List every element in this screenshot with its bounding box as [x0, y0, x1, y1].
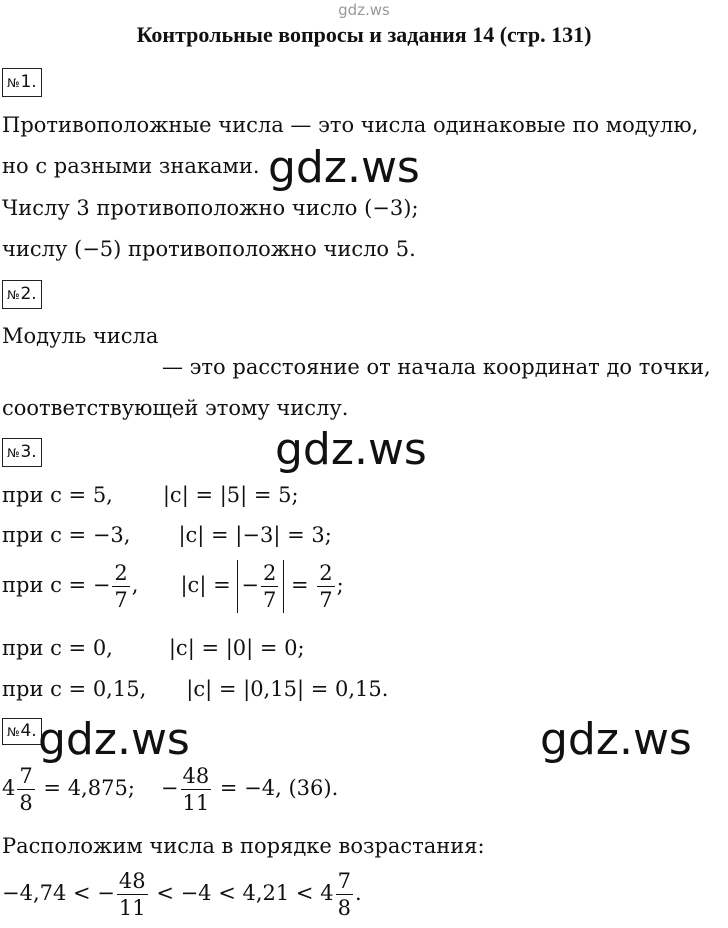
- watermark-top: gdz.ws: [338, 1, 390, 19]
- numerator: 7: [19, 764, 33, 788]
- task-number-label: 1.: [20, 72, 37, 92]
- task3-row4: [2, 635, 305, 661]
- number-sign: №: [7, 76, 20, 90]
- task1-line4: числу (−5) противоположно число 5.: [2, 237, 416, 261]
- fraction: [317, 560, 334, 613]
- task4-order-text: Расположим числа в порядке возрастания:: [2, 834, 485, 858]
- fraction: [261, 560, 278, 613]
- task2-line3: соответствующей этому числу.: [2, 396, 349, 420]
- denominator: 7: [262, 588, 277, 612]
- task-number-label: 3.: [20, 442, 37, 462]
- condition: при c = −3,: [2, 523, 131, 547]
- comma: ,: [131, 573, 139, 597]
- denominator: 11: [118, 896, 146, 920]
- task4-order: [2, 868, 362, 921]
- task1-line3: Числу 3 противоположно число (−3);: [2, 196, 419, 220]
- task3-row1: [2, 482, 299, 508]
- numerator: 2: [262, 561, 277, 585]
- task-number-1: [2, 68, 42, 97]
- condition: при c = 5,: [2, 483, 113, 507]
- whole-part: 4: [2, 776, 16, 800]
- watermark: gdz.ws: [275, 424, 427, 475]
- condition: при c = 0,: [2, 636, 113, 660]
- period: .: [354, 881, 362, 905]
- fraction: [181, 763, 212, 816]
- order-part: < −4 < 4,21 < 4: [149, 881, 334, 905]
- task2-line2: — это расстояние от начала координат до точки,: [162, 355, 711, 379]
- task2-line1: Модуль числа: [2, 324, 159, 348]
- watermark: gdz.ws: [540, 714, 692, 765]
- result: |c| = |5| = 5;: [162, 483, 299, 507]
- fraction: [112, 560, 129, 613]
- task3-row2: [2, 522, 332, 548]
- task-number-2: [2, 280, 42, 309]
- number-sign: №: [7, 446, 20, 460]
- result: |c| = |0| = 0;: [168, 636, 305, 660]
- denominator: 7: [319, 588, 333, 612]
- task3-row5: [2, 676, 388, 702]
- number-sign: №: [7, 288, 20, 302]
- absolute-value: [237, 560, 284, 613]
- condition: при c = 0,15,: [2, 677, 147, 701]
- numerator: 2: [114, 561, 128, 585]
- semicolon: ;: [336, 573, 344, 597]
- task4-row1: [2, 763, 338, 816]
- order-part: −4,74 < −: [2, 881, 115, 905]
- page-title: Контрольные вопросы и задания 14 (стр. 131): [136, 22, 592, 47]
- result-prefix: |c| =: [180, 573, 238, 597]
- task1-line2: но с разными знаками.: [2, 154, 260, 178]
- condition: при c = −: [2, 573, 111, 597]
- numerator: 2: [319, 561, 333, 585]
- denominator: 7: [114, 588, 128, 612]
- result: |c| = |0,15| = 0,15.: [186, 677, 389, 701]
- task1-line1: Противоположные числа — это числа одинаковые по модулю,: [2, 113, 699, 137]
- fraction: [336, 868, 353, 921]
- fraction: [17, 763, 34, 816]
- denominator: 11: [182, 791, 210, 815]
- denominator: 8: [19, 791, 33, 815]
- decimal-value: = 4,875;: [36, 776, 135, 800]
- fraction: [117, 868, 148, 921]
- decimal-value: = −4, (36).: [213, 776, 339, 800]
- watermark: gdz.ws: [38, 714, 190, 765]
- minus-sign: −: [241, 573, 259, 597]
- watermark: gdz.ws: [268, 142, 420, 193]
- numerator: 48: [182, 764, 210, 788]
- task-number-4: [2, 718, 42, 745]
- denominator: 8: [337, 896, 351, 920]
- equals: =: [284, 573, 316, 597]
- task-number-label: 2.: [20, 284, 37, 304]
- numerator: 48: [118, 869, 146, 893]
- number-sign: №: [7, 725, 20, 739]
- result: |c| = |−3| = 3;: [178, 523, 332, 547]
- task-number-label: 4.: [20, 721, 37, 741]
- task3-row3: [2, 560, 344, 613]
- task-number-3: [2, 438, 42, 467]
- minus-sign: −: [160, 776, 179, 800]
- numerator: 7: [337, 869, 351, 893]
